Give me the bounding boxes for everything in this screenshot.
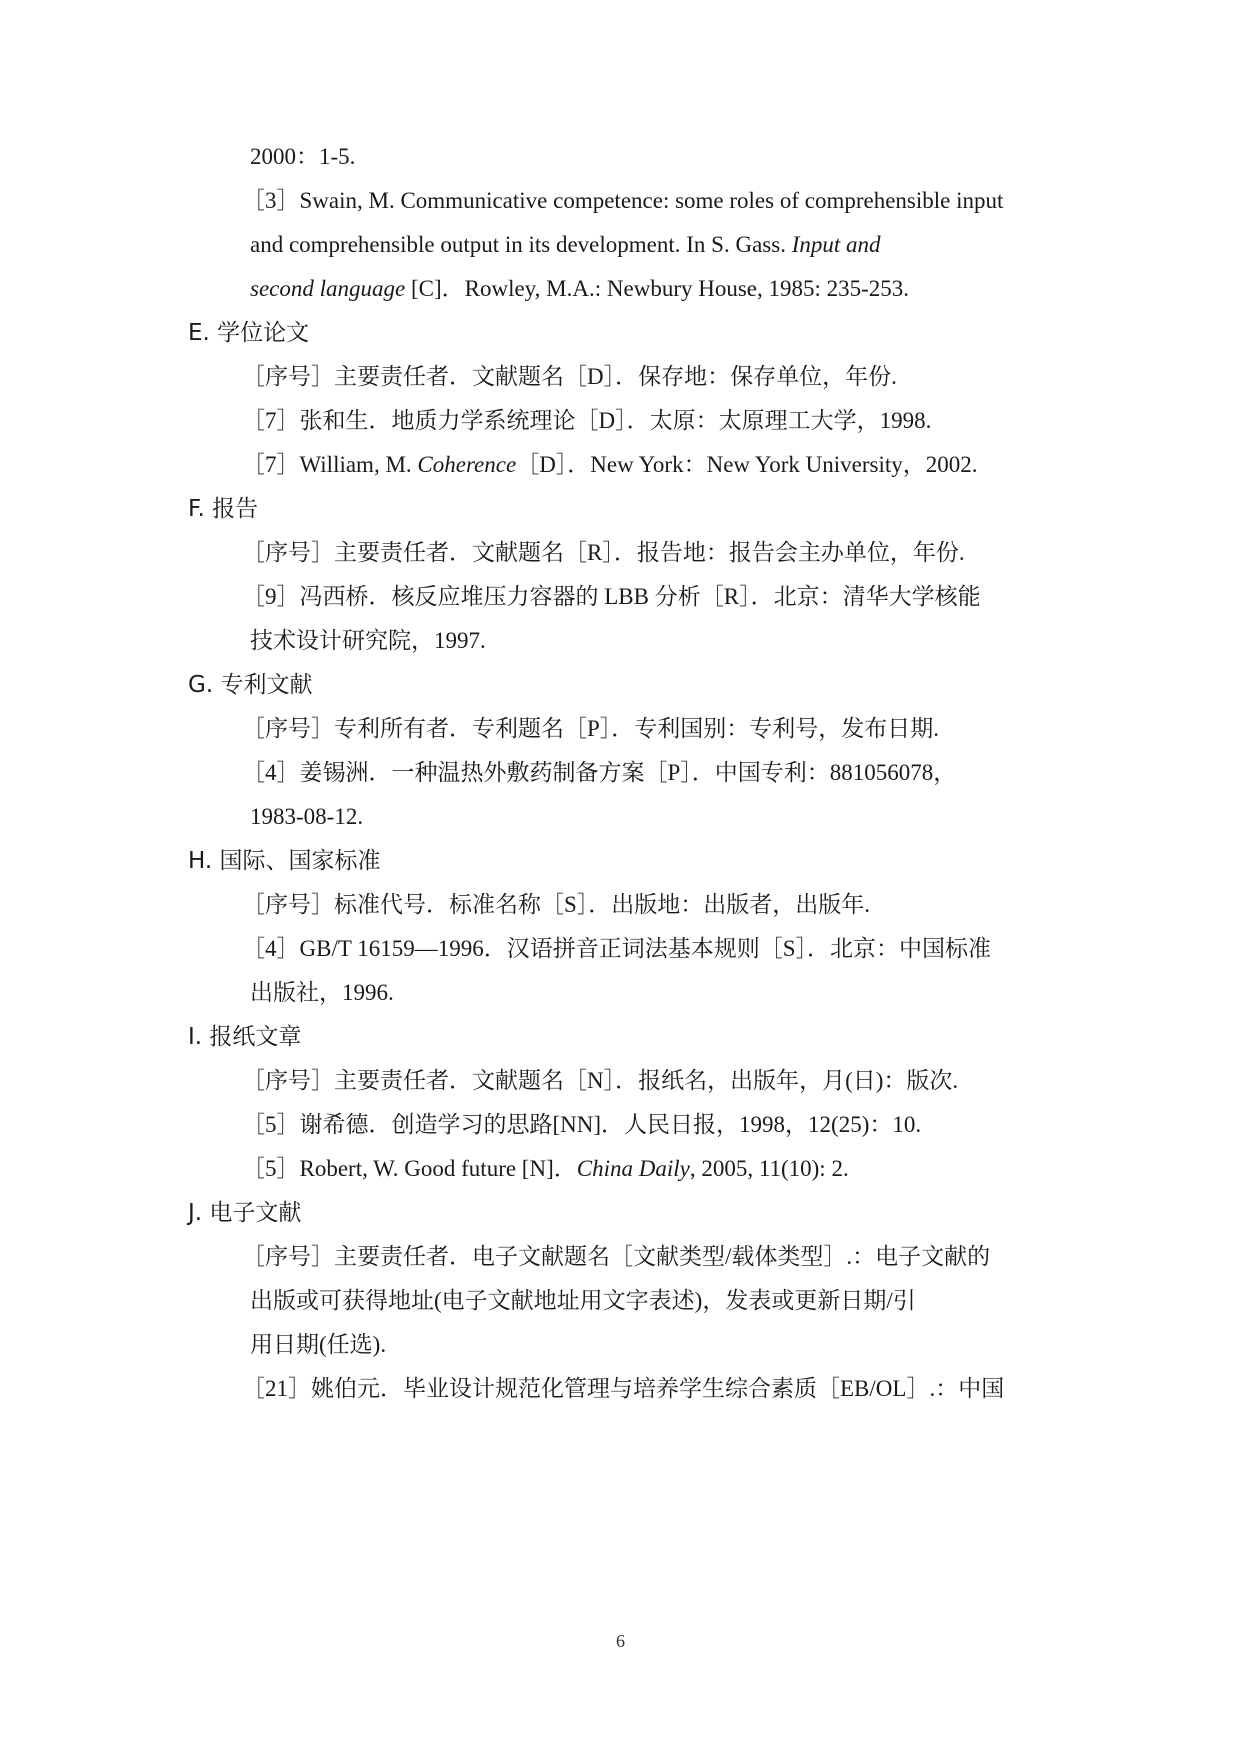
ref-format: ［序号］专利所有者．专利题名［P］．专利国别：专利号，发布日期. <box>242 716 940 741</box>
ref-continuation: second language [C]．Rowley, M.A.: Newbury House, 1985: 235-253. <box>250 276 910 301</box>
ref-continuation: 用日期(任选). <box>250 1332 387 1357</box>
ref-format: ［序号］标准代号．标准名称［S］．出版地：出版者，出版年. <box>242 892 871 917</box>
ref-continuation: 1983-08-12. <box>250 804 364 829</box>
section-heading-g: G. 专利文献 <box>188 672 313 698</box>
ref-continuation: and comprehensible output in its development. In S. Gass. Input and <box>250 232 881 257</box>
ref-entry: ［7］William, M. Coherence［D］．New York：New York University，2002. <box>242 452 978 477</box>
page-number: 6 <box>616 1631 625 1651</box>
section-heading-j: J. 电子文献 <box>188 1200 302 1226</box>
section-heading-e: E. 学位论文 <box>188 320 310 346</box>
ref-entry: ［5］谢希德．创造学习的思路[NN]．人民日报，1998，12(25)：10. <box>242 1112 922 1137</box>
ref-continuation: 技术设计研究院，1997. <box>250 628 486 653</box>
ref-entry: ［4］GB/T 16159—1996．汉语拼音正词法基本规则［S］．北京：中国标准 <box>242 936 992 961</box>
section-heading-f: F. 报告 <box>188 496 259 522</box>
ref-continuation: 出版或可获得地址(电子文献地址用文字表述)，发表或更新日期/引 <box>250 1288 916 1313</box>
ref-continuation: 出版社，1996. <box>250 980 394 1005</box>
section-heading-h: H. 国际、国家标准 <box>188 848 381 874</box>
section-heading-i: I. 报纸文章 <box>188 1024 302 1050</box>
ref-format: ［序号］主要责任者．电子文献题名［文献类型/载体类型］.：电子文献的 <box>242 1244 991 1269</box>
ref-entry: ［7］张和生．地质力学系统理论［D］．太原：太原理工大学，1998. <box>242 408 932 433</box>
ref-entry: ［21］姚伯元．毕业设计规范化管理与培养学生综合素质［EB/OL］.：中国 <box>242 1376 1005 1401</box>
ref-entry: ［9］冯西桥．核反应堆压力容器的 LBB 分析［R］．北京：清华大学核能 <box>242 584 981 609</box>
ref-format: ［序号］主要责任者．文献题名［D］．保存地：保存单位，年份. <box>242 364 897 389</box>
ref-format: ［序号］主要责任者．文献题名［N］．报纸名，出版年，月(日)：版次. <box>242 1068 959 1093</box>
ref-entry-swain: ［3］Swain, M. Communicative competence: some roles of comprehensible input <box>242 188 1004 213</box>
ref-continuation: 2000：1-5. <box>250 144 356 169</box>
ref-entry: ［5］Robert, W. Good future [N]．China Daily, 2005, 11(10): 2. <box>242 1156 849 1181</box>
ref-entry: ［4］姜锡洲．一种温热外敷药制备方案［P］．中国专利：881056078， <box>242 760 957 785</box>
ref-format: ［序号］主要责任者．文献题名［R］．报告地：报告会主办单位，年份. <box>242 540 965 565</box>
